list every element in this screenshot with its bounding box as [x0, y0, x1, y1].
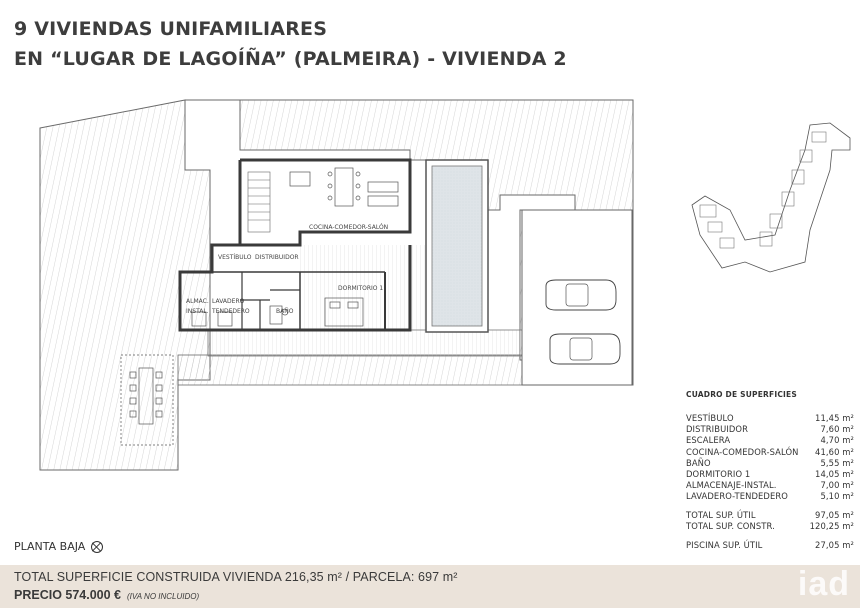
- iad-logo: iad: [797, 565, 850, 603]
- area-row: COCINA-COMEDOR-SALÓN 41,60 m²: [686, 446, 854, 457]
- surface-summary: TOTAL SUPERFICIE CONSTRUIDA VIVIENDA 216,35 m² / PARCELA: 697 m²: [14, 570, 458, 584]
- price-note: (IVA NO INCLUIDO): [127, 592, 200, 601]
- area-row: BAÑO 5,55 m²: [686, 457, 854, 468]
- parking: [522, 210, 632, 385]
- label-tendedero: TENDEDERO: [212, 308, 250, 315]
- location-map: [692, 123, 850, 272]
- label-vestibulo: VESTÍBULO: [218, 254, 252, 261]
- footer-banner: [0, 565, 860, 608]
- compass-icon: [91, 541, 103, 553]
- area-table: [686, 390, 854, 551]
- price-line: [14, 588, 199, 602]
- front-porch: [208, 330, 538, 356]
- floor-label: [14, 540, 103, 553]
- pool-area-row: PISCINA SUP. ÚTIL 27,05 m²: [686, 540, 854, 551]
- title-line-2: EN “LUGAR DE LAGOÍÑA” (PALMEIRA) - VIVIENDA 2: [14, 48, 567, 70]
- total-useful-row: TOTAL SUP. ÚTIL 97,05 m²: [686, 509, 854, 520]
- price: PRECIO 574.000 €: [14, 588, 122, 602]
- label-kitchen: COCINA-COMEDOR-SALÓN: [309, 224, 389, 231]
- label-bano: BAÑO: [276, 308, 294, 315]
- pool: [426, 160, 488, 332]
- label-instal: INSTAL.: [186, 308, 209, 315]
- area-row: ESCALERA 4,70 m²: [686, 435, 854, 446]
- area-table-heading: CUADRO DE SUPERFICIES: [686, 390, 797, 399]
- label-dormitorio: DORMITORIO 1: [338, 285, 384, 292]
- label-almac: ALMAC.: [186, 298, 209, 305]
- area-row: DORMITORIO 1 14,05 m²: [686, 469, 854, 480]
- label-lavadero: LAVADERO: [212, 298, 245, 305]
- area-row: LAVADERO-TENDEDERO 5,10 m²: [686, 491, 854, 502]
- area-row: ALMACENAJE-INSTAL. 7,00 m²: [686, 480, 854, 491]
- label-distribuidor: DISTRIBUIDOR: [255, 254, 299, 261]
- staircase: [248, 172, 270, 232]
- area-row: DISTRIBUIDOR 7,60 m²: [686, 424, 854, 435]
- total-built-row: TOTAL SUP. CONSTR. 120,25 m²: [686, 520, 854, 531]
- area-row: VESTÍBULO 11,45 m²: [686, 413, 854, 423]
- title-line-1: 9 VIVIENDAS UNIFAMILIARES: [14, 18, 328, 40]
- floor-label-text: PLANTA BAJA: [14, 540, 86, 553]
